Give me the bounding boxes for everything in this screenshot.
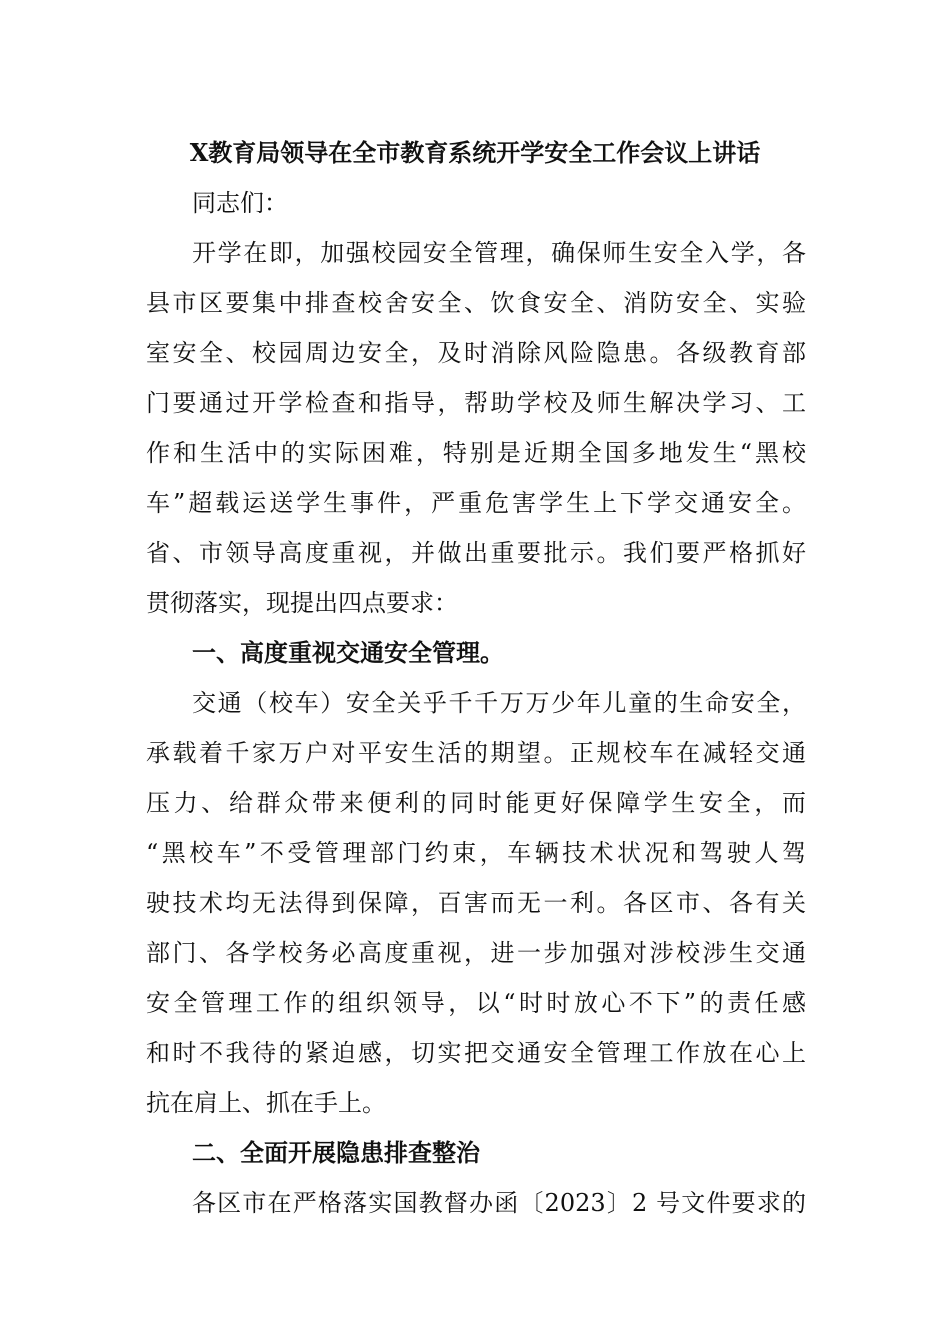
paragraph-line: 贯彻落实，现提出四点要求： (146, 589, 458, 617)
paragraph-line: 作和生活中的实际困难，特别是近期全国多地发生“黑校 (146, 439, 806, 467)
paragraph-line: 部门、各学校务必高度重视，进一步加强对涉校涉生交通 (146, 939, 806, 967)
paragraph-line: 压力、给群众带来便利的同时能更好保障学生安全，而 (146, 789, 806, 817)
paragraph-line: 车”超载运送学生事件，严重危害学生上下学交通安全。 (146, 489, 806, 517)
paragraph-line: 省、市领导高度重视，并做出重要批示。我们要严格抓好 (146, 539, 806, 567)
paragraph-line: 门要通过开学检查和指导，帮助学校及师生解决学习、工 (146, 389, 806, 417)
section-heading-2: 二、全面开展隐患排查整治 (192, 1138, 480, 1167)
document-title: X教育局领导在全市教育系统开学安全工作会议上讲话 (189, 138, 761, 167)
paragraph-line: 交通（校车）安全关乎千千万万少年儿童的生命安全， (192, 689, 806, 717)
paragraph-line: “黑校车”不受管理部门约束，车辆技术状况和驾驶人驾 (146, 839, 806, 867)
section-heading-1: 一、高度重视交通安全管理。 (192, 638, 504, 667)
paragraph-line: 和时不我待的紧迫感，切实把交通安全管理工作放在心上 (146, 1039, 806, 1067)
paragraph-line: 各区市在严格落实国教督办函〔2023〕2 号文件要求的 (192, 1189, 806, 1217)
paragraph-line: 驶技术均无法得到保障，百害而无一利。各区市、各有关 (146, 889, 806, 917)
paragraph-line: 县市区要集中排查校舍安全、饮食安全、消防安全、实验 (146, 289, 806, 317)
paragraph-line: 室安全、校园周边安全，及时消除风险隐患。各级教育部 (146, 339, 806, 367)
paragraph-line: 安全管理工作的组织领导，以“时时放心不下”的责任感 (146, 989, 806, 1017)
paragraph-line: 承载着千家万户对平安生活的期望。正规校车在减轻交通 (146, 739, 806, 767)
paragraph-line: 抗在肩上、抓在手上。 (146, 1089, 386, 1117)
paragraph-line: 开学在即，加强校园安全管理，确保师生安全入学，各 (192, 239, 806, 267)
salutation: 同志们： (192, 189, 288, 217)
